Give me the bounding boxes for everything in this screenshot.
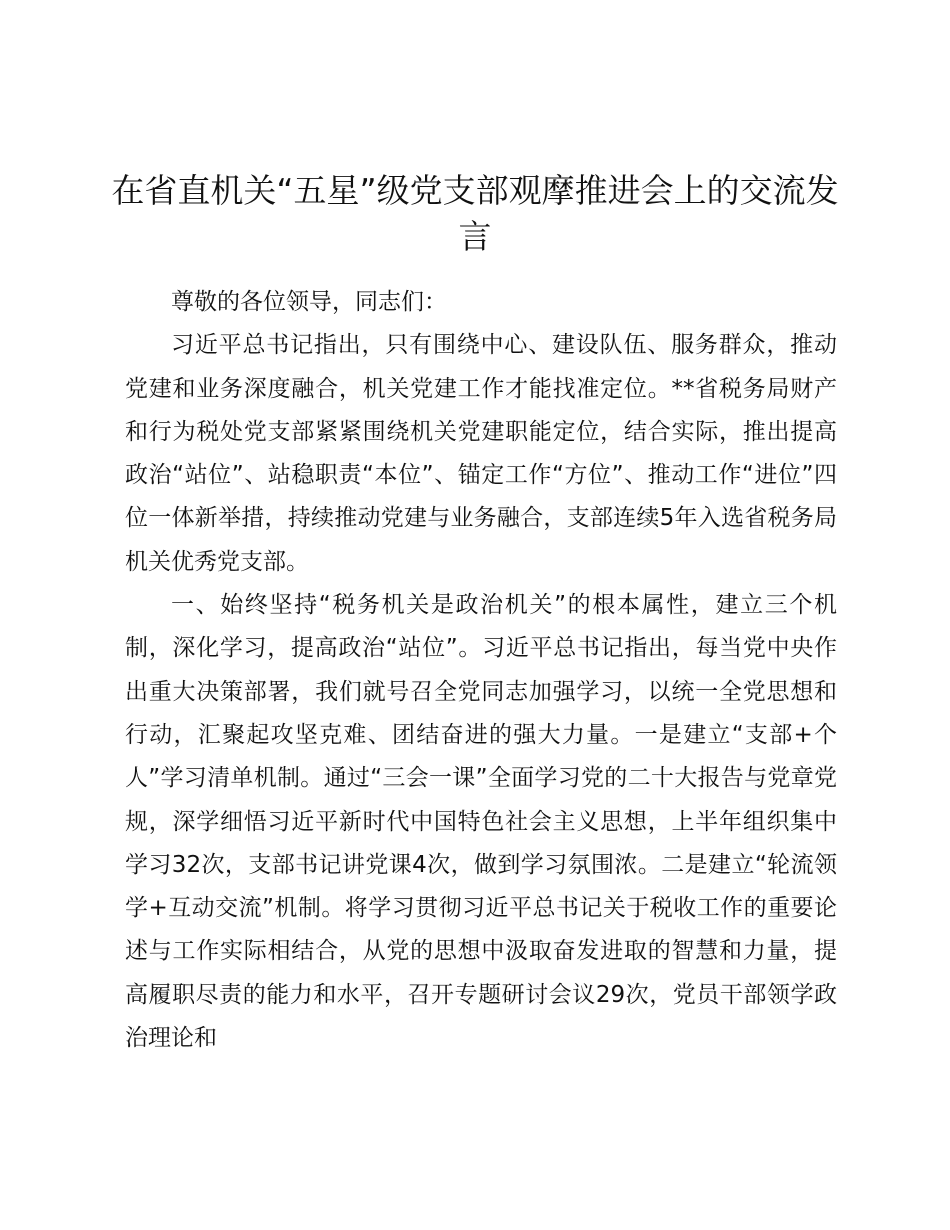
document-body xyxy=(125,281,837,1060)
paragraph-section-one: 一、始终坚持“税务机关是政治机关”的根本属性，建立三个机制，深化学习，提高政治“站位”。习近平总书记指出，每当党中央作出重大决策部署，我们就号召全党同志加强学习，以统一全党思想和行动，汇聚起攻坚克难、团结奋进的强大力量。一是建立“支部+个人”学习清单机制。通过“三会一课”全面学习党的二十大报告与党章党规，深学细悟习近平新时代中国特色社会主义思想，上半年组织集中学习32次，支部书记讲党课4次，做到学习氛围浓。二是建立“轮流领学+互动交流”机制。将学习贯彻习近平总书记关于税收工作的重要论述与工作实际相结合，从党的思想中汲取奋发进取的智慧和力量，提高履职尽责的能力和水平，召开专题研讨会议29次，党员干部领学政治理论和 xyxy=(125,592,837,1052)
salutation: 尊敬的各位领导，同志们： xyxy=(171,289,447,315)
document-title: 在省直机关“五星”级党支部观摩推进会上的交流发言 xyxy=(111,171,839,256)
paragraph-intro: 习近平总书记指出，只有围绕中心、建设队伍、服务群众，推动党建和业务深度融合，机关党建工作才能找准定位。**省税务局财产和行为税处党支部紧紧围绕机关党建职能定位，结合实际，推出提高政治“站位”、站稳职责“本位”、锚定工作“方位”、推动工作“进位”四位一体新举措，持续推动党建与业务融合，支部连续5年入选省税务局机关优秀党支部。 xyxy=(125,332,837,575)
